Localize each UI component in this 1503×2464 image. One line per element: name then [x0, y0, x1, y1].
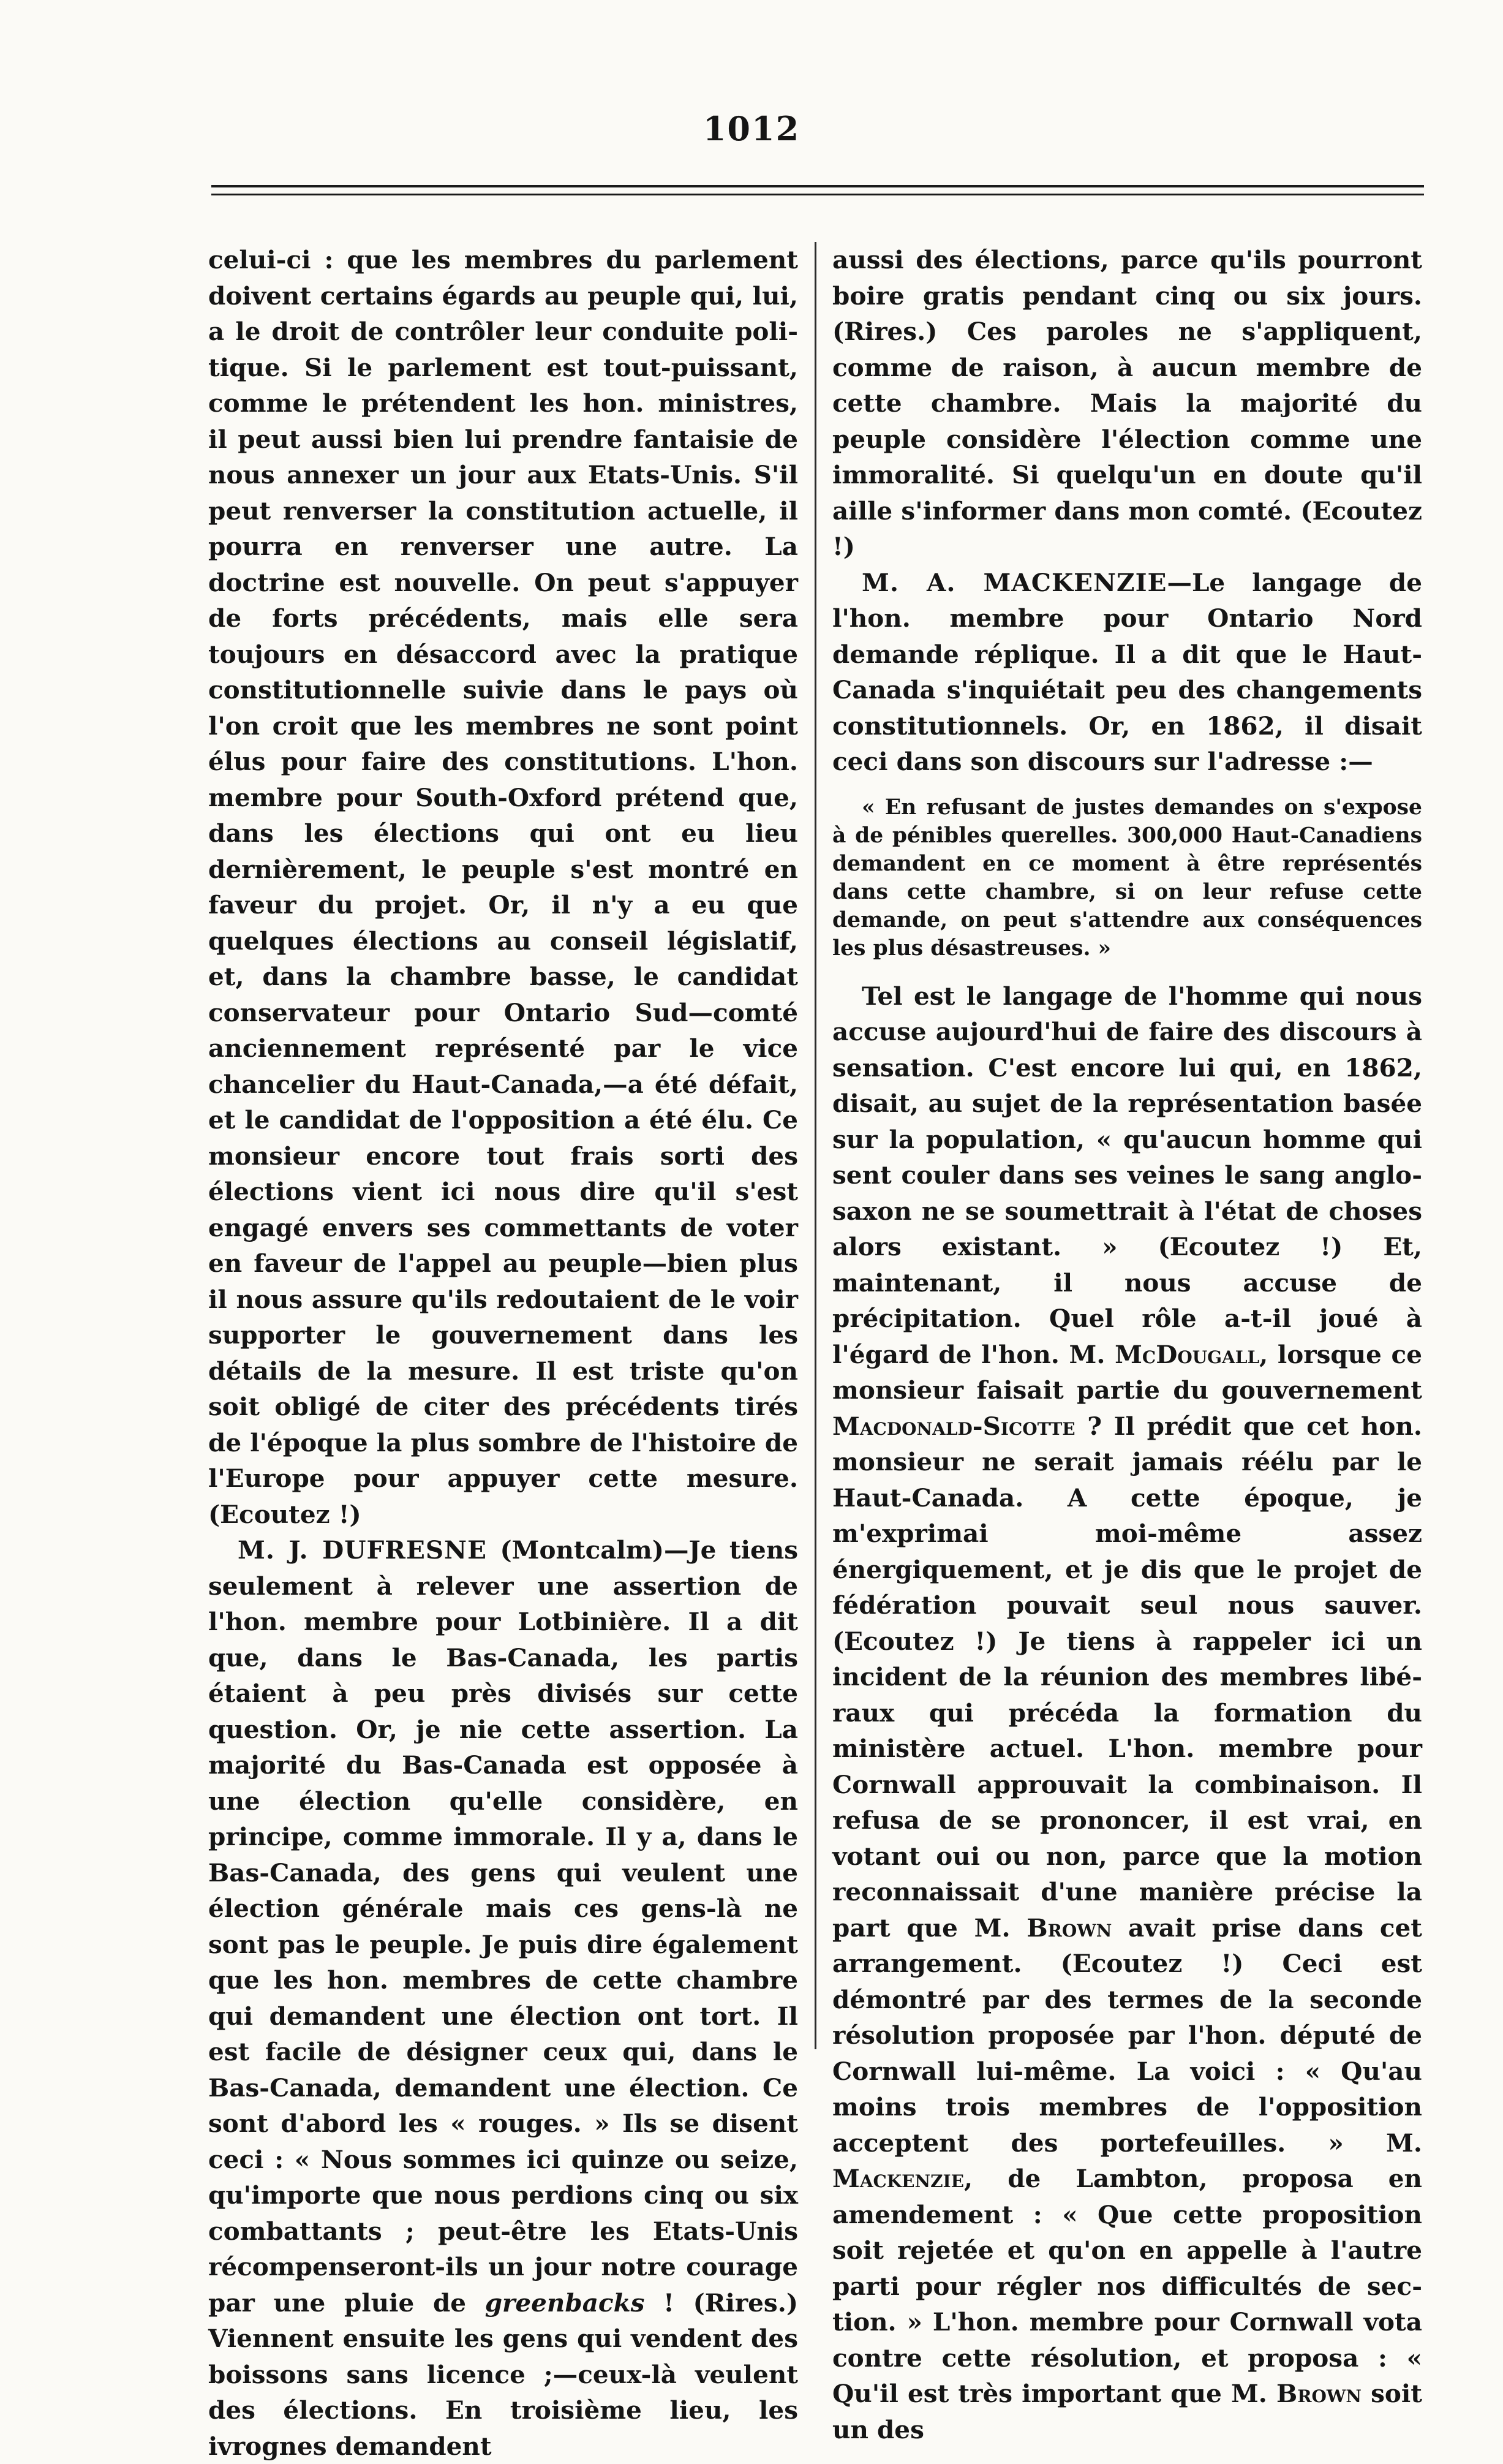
person-name: Mackenzie [832, 2164, 964, 2193]
text-run: soit un des [832, 2379, 1423, 2444]
text-run: , de Lambton, proposa en amendement : « Que cette proposition soit rejetée et qu'on en appelle à l'autre parti pour régler nos difficultés de section. » L'hon. membre pour Cornwall vota contre cette résolution, et proposa : « Qu'il est très important que M. [832, 2164, 1422, 2408]
italic-term: greenbacks [484, 2288, 645, 2318]
text-run: ? Il prédit que cet hon. monsieur ne serait jamais réélu par le Haut-Canada. A cette époque, je m'exprimai moi-même assez énergiquement, et je dis que le projet de fédération pouvait seul nous sauver. (Ecoutez !) Je tiens à rappeler ici un incident de la réunion des membres libéraux qui précéda la formation du ministère actuel. L'hon. membre pour Cornwall approuvait la combinaison. Il refusa de se prononcer, il est vrai, en votant oui ou non, parce que la motion reconnaissait d'une manière précise la part que M. [832, 1411, 1422, 1943]
column-divider [815, 242, 816, 2049]
paragraph: aussi des élections, parce qu'ils pourront boire gratis pendant cinq ou six jours. (Rires.) Ces paroles ne s'appliquent, comme de raison, à aucun membre de cette chambre. Mais la majorité du peuple considère l'élection comme une immoralité. Si quelqu'un en doute qu'il aille s'informer dans mon comté. (Ecoutez !) [832, 245, 1422, 561]
speaker-name: M. A. MACKENZIE [862, 567, 1167, 597]
text-run: avait prise dans cet arrangement. (Ecoutez !) Ceci est démontré par des termes de la seconde résolution proposée par l'hon. député de Cornwall lui-même. La voici : « Qu'au moins trois membres de l'opposition acceptent des portefeuilles. » M. [832, 1913, 1422, 2158]
speech-text: —Je tiens seulement à relever une assertion de l'hon. membre pour Lotbinière. Il a dit que, dans le Bas-Canada, les partis étaient à peu près divisés sur cette question. Or, je nie cette assertion. La majorité du Bas-Canada est opposée à une élection qu'elle considère, en principe, comme immorale. Il y a, dans le Bas-Canada, des gens qui veulent une élection générale mais ces gens-là ne sont pas le peuple. Je puis dire également que les hon. membres de cette chambre qui demandent une élection ont tort. Il est facile de désigner ceux qui, dans le Bas-Canada, demandent une élection. Ce sont d'abord les « rouges. » Ils se disent ceci : « Nous sommes ici quinze ou seize, qu'importe que nous perdions cinq ou six combattants ; peut-être les Etats-Unis récompenseront-ils un jour notre courage par une pluie de [208, 1535, 798, 2318]
header-rule [211, 185, 1424, 187]
speech-paragraph [832, 565, 1422, 780]
speech-paragraph [208, 1532, 798, 2464]
person-name: McDougall [1115, 1339, 1260, 1369]
left-column [208, 242, 798, 2464]
text-run: Tel est le langage de l'homme qui nous accuse aujourd'hui de faire des discours à sensation. C'est encore lui qui, en 1862, disait, au sujet de la représentation basée sur la population, « qu'aucun homme qui sent couler dans ses veines le sang anglo-saxon ne se soumettrait à l'état de choses alors existant. » (Ecoutez !) Et, maintenant, il nous accuse de précipitation. Quel rôle a-t-il joué à l'égard de l'hon. M. [832, 981, 1422, 1369]
riding: (Montcalm) [486, 1535, 664, 1565]
speech-text: —Le langage de l'hon. membre pour Ontario Nord demande réplique. Il a dit que le Haut-Canada s'inquiétait peu des changements constitutionnels. Or, en 1862, il disait ceci dans son discours sur l'adresse :— [832, 567, 1423, 776]
person-name: Macdonald-Sicotte [832, 1411, 1075, 1441]
paragraph: celui-ci : que les membres du parlement doivent certains égards au peuple qui, lui, a le droit de contrôler leur conduite politique. Si le parlement est tout-puissant, comme le prétendent les hon. ministres, il peut aussi bien lui prendre fantaisie de nous annexer un jour aux Etats-Unis. S'il peut renverser la constitution actuelle, il pourra en renverser une autre. La doctrine est nouvelle. On peut s'appuyer de forts précédents, mais elle sera toujours en désaccord avec la pratique constitutionnelle suivie dans le pays où l'on croit que les membres ne sont point élus pour faire des constitutions. L'hon. membre pour South-Oxford prétend que, dans les élections qui ont eu lieu dernièrement, le peuple s'est montré en faveur du projet. Or, il n'y a eu que quelques élections au conseil législatif, et, dans la chambre basse, le candidat conservateur pour Ontario Sud—comté anciennement représenté par le vice chancelier du Haut-Canada,—a été défait, et le candidat de l'opposition a été élu. Ce monsieur encore tout frais sorti des élections vient ici nous dire qu'il s'est engagé envers ses commettants de voter en faveur de l'appel au peuple—bien plus il nous assure qu'ils redoutaient de le voir supporter le gouvernement dans les détails de la mesure. Il est triste qu'on soit obligé de citer des précédents tirés de l'époque la plus sombre de l'histoire de l'Europe pour appuyer cette mesure. (Ecoutez !) [208, 245, 798, 1529]
person-name: Brown [1276, 2379, 1362, 2408]
header-rule-thin [211, 194, 1424, 195]
text-run: , lorsque ce monsieur faisait partie du gouvernement [832, 1339, 1422, 1405]
quotation: « En refusant de justes demandes on s'expose à de pénibles querelles. 300,000 Haut-Canadiens demandent en ce moment à être représentés dans cette chambre, si on leur refuse cette demande, on peut s'attendre aux conséquences les plus désastreuses. » [832, 795, 1422, 961]
right-column [832, 242, 1422, 2447]
person-name: Brown [1026, 1913, 1112, 1943]
page-number: 1012 [703, 109, 800, 148]
speaker-name: M. J. DUFRESNE [238, 1535, 487, 1565]
paragraph [832, 978, 1422, 2448]
speech-text-end: ! (Rires.) Viennent ensuite les gens qui vendent des boissons sans licence ;—ceux-là veulent des élections. En troisième lieu, les ivrognes demandent [208, 2288, 798, 2461]
